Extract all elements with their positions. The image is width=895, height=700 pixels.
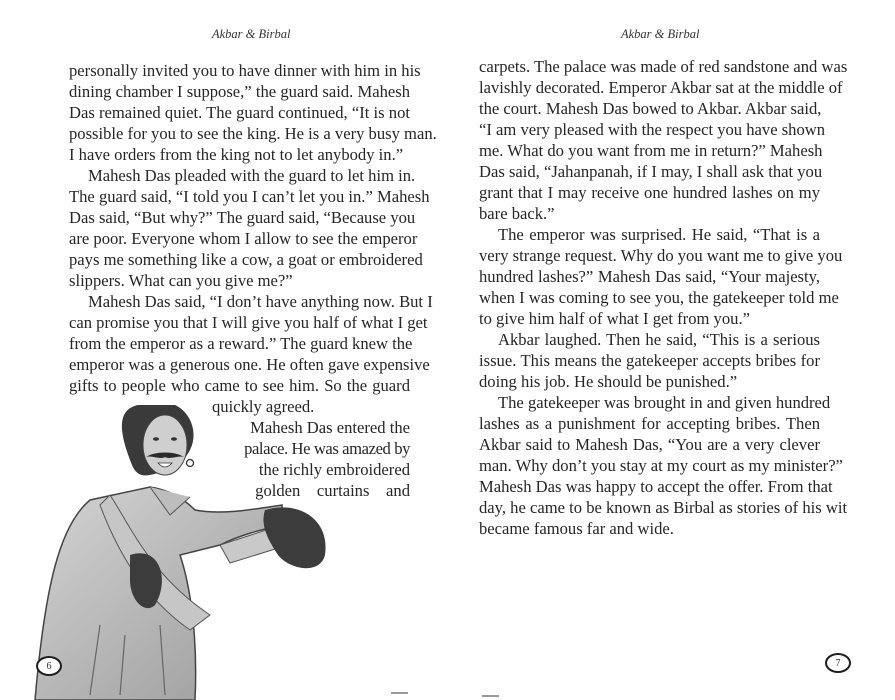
text-line: the richly embroidered	[258, 460, 410, 479]
text-line: carpets. The palace was made of red sandstone and was	[479, 57, 848, 76]
text-line: Das said, “But why?” The guard said, “Because you	[69, 208, 416, 227]
wrap-text	[200, 396, 410, 501]
text-line: bare back.”	[479, 204, 555, 223]
text-line: Mahesh Das was happy to accept the offer. From that	[479, 477, 833, 496]
text-line: Akbar laughed. Then he said, “This is a serious	[498, 330, 820, 349]
body-text	[69, 60, 437, 396]
running-head: Akbar & Birbal	[621, 27, 700, 41]
text-line: can promise you that I will give you half of what I get	[69, 313, 428, 332]
crop-mark	[391, 692, 408, 694]
text-line: when I was coming to see you, the gatekeeper told me	[479, 288, 839, 307]
text-line: golden curtains and	[255, 481, 410, 500]
text-line: became famous far and wide.	[479, 519, 674, 538]
text-line: Mahesh Das pleaded with the guard to let him in.	[88, 166, 416, 185]
text-line: issue. This means the gatekeeper accepts bribes for	[479, 351, 820, 370]
text-line: hundred lashes?” Mahesh Das said, “Your majesty,	[479, 267, 820, 286]
text-line: palace. He was amazed by	[244, 439, 410, 458]
text-line: pays me something like a cow, a goat or embroidered	[69, 250, 423, 269]
text-line: gifts to people who came to see him. So the guard	[69, 376, 410, 395]
text-line: personally invited you to have dinner with him in his	[69, 61, 421, 80]
text-line: lavishly decorated. Emperor Akbar sat at the middle of	[479, 78, 843, 97]
right-page	[447, 0, 895, 700]
text-line: Akbar said to Mahesh Das, “You are a very clever	[479, 435, 820, 454]
text-line: The guard said, “I told you I can’t let you in.” Mahesh	[69, 187, 430, 206]
text-line: are poor. Everyone whom I allow to see the emperor	[69, 229, 418, 248]
page-number: 7	[825, 653, 851, 673]
text-line: The gatekeeper was brought in and given hundred	[498, 393, 831, 412]
text-line: man. Why don’t you stay at my court as my minister?”	[479, 456, 843, 475]
text-line: slippers. What can you give me?”	[69, 271, 293, 290]
text-line: very strange request. Why do you want me to give you	[479, 246, 843, 265]
running-head: Akbar & Birbal	[212, 27, 291, 41]
text-line: me. What do you want from me in return?” Mahesh	[479, 141, 823, 160]
text-line: dining chamber I suppose,” the guard said. Mahesh	[69, 82, 410, 101]
text-line: quickly agreed.	[212, 397, 315, 416]
text-line: Das remained quiet. The guard continued, “It is not	[69, 103, 410, 122]
text-line: emperor was a generous one. He often gave expensive	[69, 355, 430, 374]
text-line: the court. Mahesh Das bowed to Akbar. Akbar said,	[479, 99, 822, 118]
text-line: lashes as a punishment for accepting bribes. Then	[479, 414, 820, 433]
crop-mark	[482, 695, 499, 697]
text-line: Mahesh Das said, “I don’t have anything now. But I	[88, 292, 433, 311]
text-line: The emperor was surprised. He said, “That is a	[498, 225, 820, 244]
left-page	[0, 0, 447, 700]
text-line: I have orders from the king not to let anybody in.”	[69, 145, 404, 164]
text-line: Mahesh Das entered the	[250, 418, 410, 437]
page-number: 6	[36, 656, 62, 676]
text-line: possible for you to see the king. He is a very busy man.	[69, 124, 437, 143]
text-line: day, he came to be known as Birbal as stories of his wit	[479, 498, 848, 517]
body-text	[479, 56, 848, 539]
text-line: “I am very pleased with the respect you have shown	[479, 120, 826, 139]
text-line: from the emperor as a reward.” The guard knew the	[69, 334, 413, 353]
text-line: doing his job. He should be punished.”	[479, 372, 738, 391]
text-line: Das said, “Jahanpanah, if I may, I shall ask that you	[479, 162, 823, 181]
text-line: grant that I may receive one hundred lashes on my	[479, 183, 820, 202]
text-line: to give him half of what I get from you.”	[479, 309, 750, 328]
